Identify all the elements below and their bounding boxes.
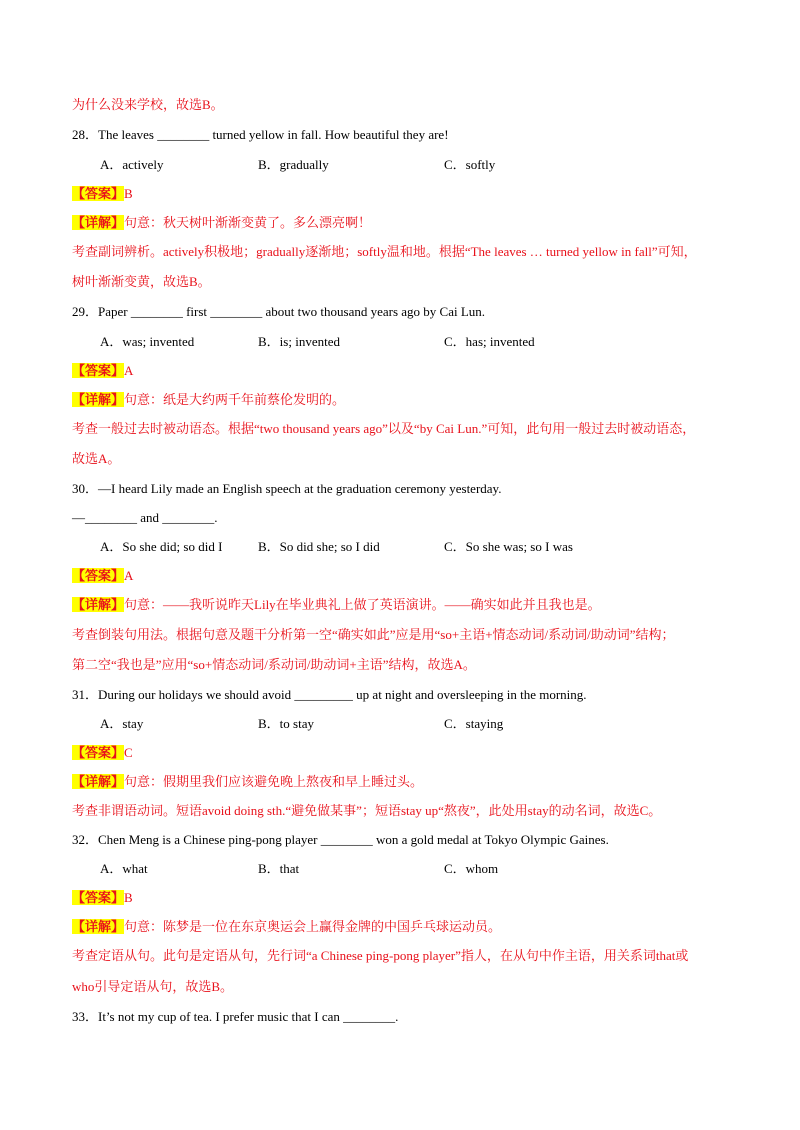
question-28-option-a: A．actively <box>100 157 164 172</box>
detail-tag: 【详解】 <box>72 774 125 789</box>
question-31-option-a: A．stay <box>100 716 144 731</box>
question-30-answer <box>72 567 133 585</box>
answer-value: A <box>124 568 134 583</box>
question-30-stem-response: —________ and ________. <box>72 510 218 525</box>
question-32-option-c: C．whom <box>444 861 499 876</box>
question-28-option-b: B．gradually <box>258 157 329 172</box>
question-28-detail <box>72 214 371 232</box>
question-33-stem: 33．It’s not my cup of tea. I prefer music that I can ________. <box>72 1009 399 1024</box>
question-29-option-b: B．is; invented <box>258 334 340 349</box>
answer-value: B <box>124 890 133 905</box>
question-32-stem: 32．Chen Meng is a Chinese ping-pong player ________ won a gold medal at Tokyo Olympic Gaines. <box>72 832 609 847</box>
detail-tag: 【详解】 <box>72 392 125 407</box>
question-32-explanation-line-2: who引导定语从句，故选B。 <box>72 979 234 994</box>
question-30-option-b: B．So did she; so I did <box>258 539 380 554</box>
question-29-option-c: C．has; invented <box>444 334 535 349</box>
question-31-explanation-line-1: 考查非谓语动词。短语avoid doing sth.“避免做某事”；短语stay up“熬夜”，此处用stay的动名词，故选C。 <box>72 803 662 818</box>
answer-value: C <box>124 745 133 760</box>
question-31-option-c: C．staying <box>444 716 504 731</box>
question-32-option-a: A．what <box>100 861 148 876</box>
question-30-explanation-line-2: 第二空“我也是”应用“so+情态动词/系动词/助动词+主语”结构，故选A。 <box>72 657 476 672</box>
question-28-stem: 28．The leaves ________ turned yellow in fall. How beautiful they are! <box>72 127 449 142</box>
question-29-answer <box>72 362 133 380</box>
answer-value: B <box>124 186 133 201</box>
question-32-answer <box>72 889 133 907</box>
question-28-answer <box>72 185 133 203</box>
answer-tag: 【答案】 <box>72 363 125 378</box>
question-28-explanation-line-1: 考查副词辨析。actively积极地；gradually逐渐地；softly温和地。根据“The leaves … turned yellow in fall”可知， <box>72 244 697 259</box>
question-31-answer <box>72 744 133 762</box>
question-30-stem: 30．—I heard Lily made an English speech at the graduation ceremony yesterday. <box>72 481 502 496</box>
detail-tag: 【详解】 <box>72 215 125 230</box>
question-30-option-a: A．So she did; so did I <box>100 539 223 554</box>
question-30-option-c: C．So she was; so I was <box>444 539 573 554</box>
question-29-option-a: A．was; invented <box>100 334 195 349</box>
question-31-stem: 31．During our holidays we should avoid _________ up at night and oversleeping in the morning. <box>72 687 587 702</box>
question-28-option-c: C．softly <box>444 157 496 172</box>
question-28-explanation-line-2: 树叶渐渐变黄，故选B。 <box>72 274 211 289</box>
question-30-detail <box>72 596 601 614</box>
question-29-detail <box>72 391 345 409</box>
previous-explanation-tail: 为什么没来学校，故选B。 <box>72 97 224 112</box>
answer-tag: 【答案】 <box>72 186 125 201</box>
question-32-option-b: B．that <box>258 861 300 876</box>
question-31-option-b: B．to stay <box>258 716 314 731</box>
detail-meaning: 句意：陈梦是一位在东京奥运会上赢得金牌的中国乒乓球运动员。 <box>124 919 502 934</box>
question-29-explanation-line-2: 故选A。 <box>72 451 121 466</box>
question-29-explanation-line-1: 考查一般过去时被动语态。根据“two thousand years ago”以及“by Cai Lun.”可知，此句用一般过去时被动语态， <box>72 421 696 436</box>
detail-meaning: 句意：假期里我们应该避免晚上熬夜和早上睡过头。 <box>124 774 424 789</box>
question-32-explanation-line-1: 考查定语从句。此句是定语从句，先行词“a Chinese ping-pong player”指人，在从句中作主语，用关系词that或 <box>72 948 689 963</box>
answer-tag: 【答案】 <box>72 890 125 905</box>
detail-meaning: 句意：纸是大约两千年前蔡伦发明的。 <box>124 392 346 407</box>
detail-meaning: 句意：——我听说昨天Lily在毕业典礼上做了英语演讲。——确实如此并且我也是。 <box>124 597 601 612</box>
question-30-explanation-line-1: 考查倒装句用法。根据句意及题干分析第一空“确实如此”应是用“so+主语+情态动词/系动词/助动词”结构； <box>72 627 675 642</box>
detail-meaning: 句意：秋天树叶渐渐变黄了。多么漂亮啊！ <box>124 215 372 230</box>
question-31-detail <box>72 773 423 791</box>
question-32-detail <box>72 918 501 936</box>
detail-tag: 【详解】 <box>72 919 125 934</box>
answer-value: A <box>124 363 134 378</box>
detail-tag: 【详解】 <box>72 597 125 612</box>
answer-tag: 【答案】 <box>72 568 125 583</box>
answer-tag: 【答案】 <box>72 745 125 760</box>
question-29-stem: 29．Paper ________ first ________ about two thousand years ago by Cai Lun. <box>72 304 486 319</box>
